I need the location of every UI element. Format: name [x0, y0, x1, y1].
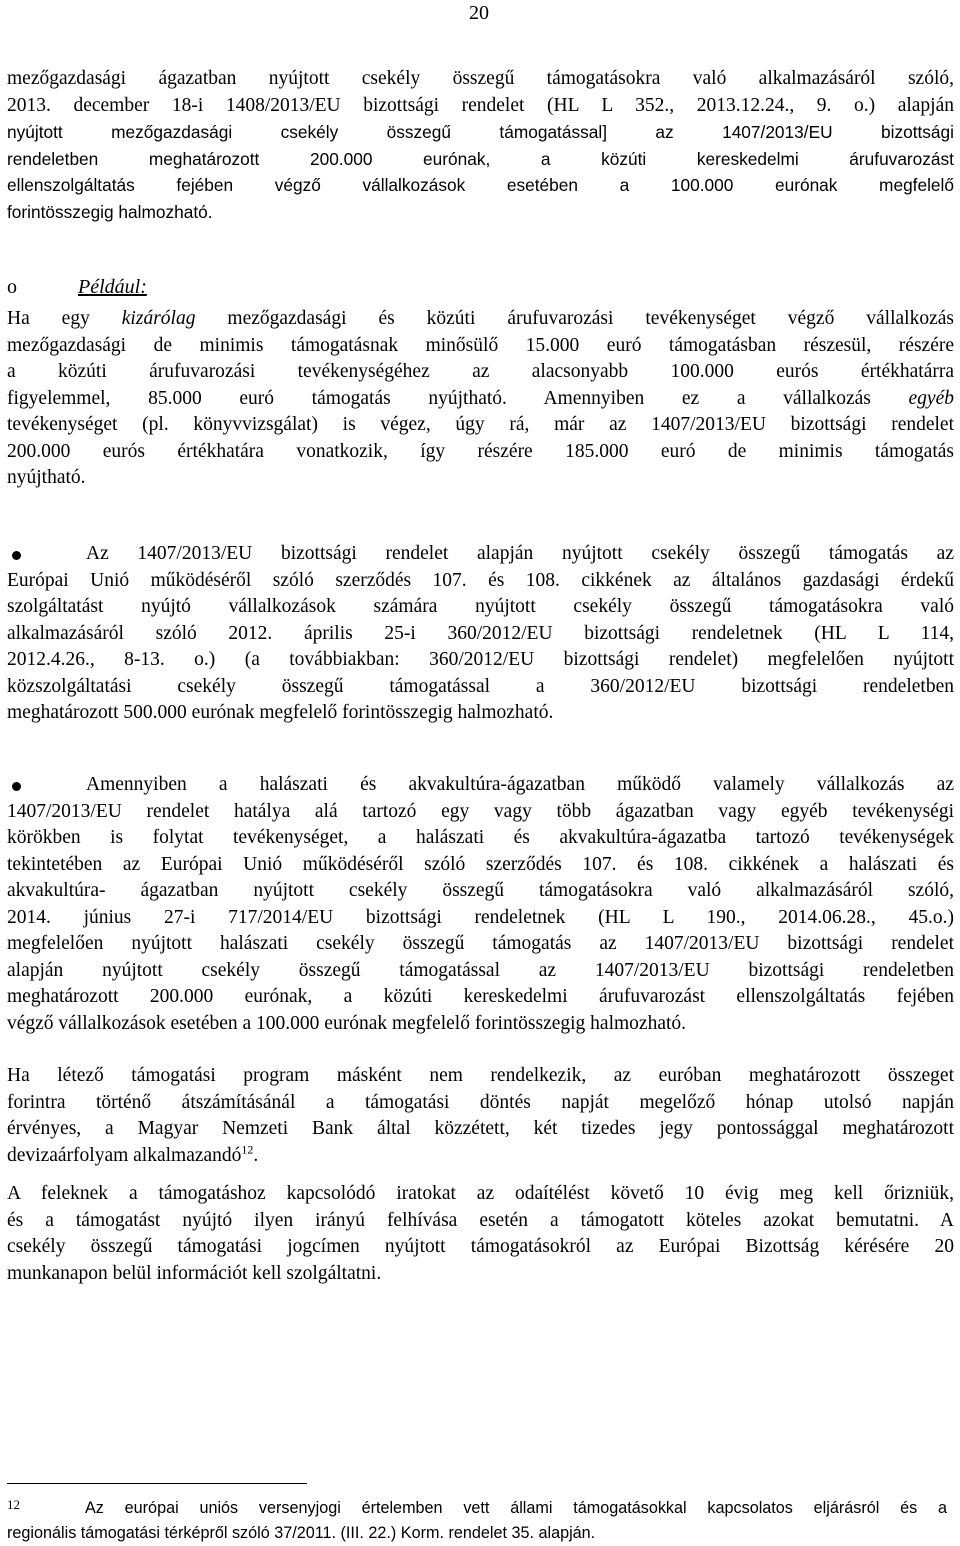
text-line: érvényes, a Magyar Nemzeti Bank által közzétett, két tizedes jegy pontossággal meghatározott — [7, 1118, 954, 1139]
text-line: Ha létező támogatási program másként nem rendelkezik, az euróban meghatározott összeget — [7, 1065, 954, 1086]
text-line: meghatározott 200.000 eurónak, a közúti kereskedelmi árufuvarozást ellenszolgáltatás fejében — [7, 986, 954, 1007]
text-line: rendeletben meghatározott 200.000 eurónak, a közúti kereskedelmi árufuvarozást — [7, 148, 954, 169]
text-line: végző vállalkozások esetében a 100.000 eurónak megfelelő forintösszegig halmozható. — [7, 1012, 687, 1034]
italic-emphasis: kizárólag — [121, 308, 196, 329]
text-line: alkalmazásáról szóló 2012. április 25-i 360/2012/EU bizottsági rendeletnek (HL L 114, — [7, 622, 954, 644]
text-line: akvakultúra- ágazatban nyújtott csekély összegű támogatásokra való alkalmazásáról szóló, — [7, 880, 954, 901]
text-line: forintra történő átszámításánál a támogatási döntés napját megelőző hónap utolsó napján — [7, 1091, 954, 1113]
text-line: 2012.4.26., 8-13. o.) (a továbbiakban: 360/2012/EU bizottsági rendelet) megfelelően nyújtott — [7, 649, 954, 670]
text-line: Az 1407/2013/EU bizottsági rendelet alapján nyújtott csekély összegű támogatás az — [86, 543, 954, 564]
text-line: Az európai uniós versenyjogi értelemben vett állami támogatásokkal kapcsolatos eljárásról és a — [85, 1499, 947, 1517]
paragraph-cumulation-agri — [7, 66, 954, 225]
paragraph-cumulation-fishery — [7, 772, 954, 1037]
text-segment: mezőgazdasági és közúti árufuvarozási tevékenységet végző vállalkozás — [195, 308, 954, 329]
page-number: 20 — [469, 2, 489, 24]
footnote-ref[interactable]: 12 — [241, 1142, 254, 1156]
text-line: és a támogatást nyújtó ilyen irányú felhívása esetén a támogatott köteles azokat bemutatni. A — [7, 1209, 954, 1231]
footnote-number: 12 — [7, 1497, 20, 1512]
text-line: csekély összegű támogatási jogcímen nyújtott támogatásokról az Európai Bizottság kérésére 20 — [7, 1236, 954, 1257]
text-line: közszolgáltatási csekély összegű támogatással a 360/2012/EU bizottsági rendeletben — [7, 675, 954, 697]
text-line: meghatározott 500.000 eurónak megfelelő forintösszegig halmozható. — [7, 702, 554, 723]
text-line: regionális támogatási térképről szóló 37/2011. (III. 22.) Korm. rendelet 35. alapján. — [7, 1524, 596, 1542]
text-line: mezőgazdasági de minimis támogatásnak minősülő 15.000 euró támogatásban részesül, részére — [7, 334, 954, 356]
text-line: A feleknek a támogatáshoz kapcsolódó iratokat az odaítélést követő 10 évig meg kell őrizniük, — [7, 1183, 954, 1204]
paragraph-cumulation-sgei — [7, 541, 954, 727]
text-line: nyújtott mezőgazdasági csekély összegű támogatással] az 1407/2013/EU bizottsági — [7, 122, 954, 142]
text-line — [7, 1143, 954, 1173]
paragraph-exchange-rate — [7, 1063, 954, 1173]
text-line: a közúti árufuvarozási tevékenységéhez az alacsonyabb 100.000 eurós értékhatárra — [7, 361, 954, 382]
text-line: 1407/2013/EU rendelet hatálya alá tartozó egy vagy több ágazatban vagy egyéb tevékenységi — [7, 800, 954, 822]
text-line: alapján nyújtott csekély összegű támogatással az 1407/2013/EU bizottsági rendeletben — [7, 959, 954, 981]
example-paragraph — [7, 306, 954, 492]
example-label: Például: — [78, 276, 147, 298]
text-line: mezőgazdasági ágazatban nyújtott csekély összegű támogatásokra való alkalmazásáról szóló, — [7, 68, 954, 89]
text-line: 2014. június 27-i 717/2014/EU bizottsági rendeletnek (HL L 190., 2014.06.28., 45.o.) — [7, 906, 954, 928]
text-line: ellenszolgáltatás fejében végző vállalkozások esetében a 100.000 eurónak megfelelő — [7, 175, 954, 195]
text-line: tevékenységet (pl. könyvvizsgálat) is végez, úgy rá, már az 1407/2013/EU bizottsági rendelet — [7, 414, 954, 435]
text-line: körökben is folytat tevékenységet, a halászati és akvakultúra-ágazatba tartozó tevékenységek — [7, 827, 954, 848]
text-segment: Ha egy — [7, 308, 122, 329]
text-line: megfelelően nyújtott halászati csekély összegű támogatás az 1407/2013/EU bizottsági rendelet — [7, 933, 954, 954]
text-line: nyújtható. — [7, 467, 86, 488]
text-segment: figyelemmel, 85.000 euró támogatás nyújtható. Amennyiben ez a vállalkozás — [7, 387, 909, 409]
text-line: munkanapon belül információt kell szolgáltatni. — [7, 1262, 382, 1284]
text-segment: devizaárfolyam alkalmazandó — [7, 1144, 242, 1166]
list-marker-o: o — [7, 276, 17, 298]
text-line — [7, 386, 954, 413]
text-line: 200.000 eurós értékhatára vonatkozik, így részére 185.000 euró de minimis támogatás — [7, 440, 954, 462]
text-line: 2013. december 18-i 1408/2013/EU bizottsági rendelet (HL L 352., 2013.12.24., 9. o.) alapján — [7, 94, 954, 116]
italic-emphasis: egyéb — [908, 387, 954, 409]
text-line: szolgáltatást nyújtó vállalkozások számára nyújtott csekély összegű támogatásokra való — [7, 596, 954, 617]
text-line — [7, 306, 954, 333]
text-line: tekintetében az Európai Unió működéséről szóló szerződés 107. és 108. cikkének a halászati és — [7, 853, 954, 875]
text-line: Európai Unió működéséről szóló szerződés 107. és 108. cikkének az általános gazdasági érdekű — [7, 569, 954, 591]
text-line: Amennyiben a halászati és akvakultúra-ágazatban működő valamely vállalkozás az — [86, 774, 954, 795]
footnote-text — [7, 1496, 947, 1546]
text-segment: . — [253, 1144, 259, 1166]
footnote-separator — [7, 1483, 307, 1484]
paragraph-document-retention — [7, 1181, 954, 1287]
text-line: forintösszegig halmozható. — [7, 201, 213, 222]
